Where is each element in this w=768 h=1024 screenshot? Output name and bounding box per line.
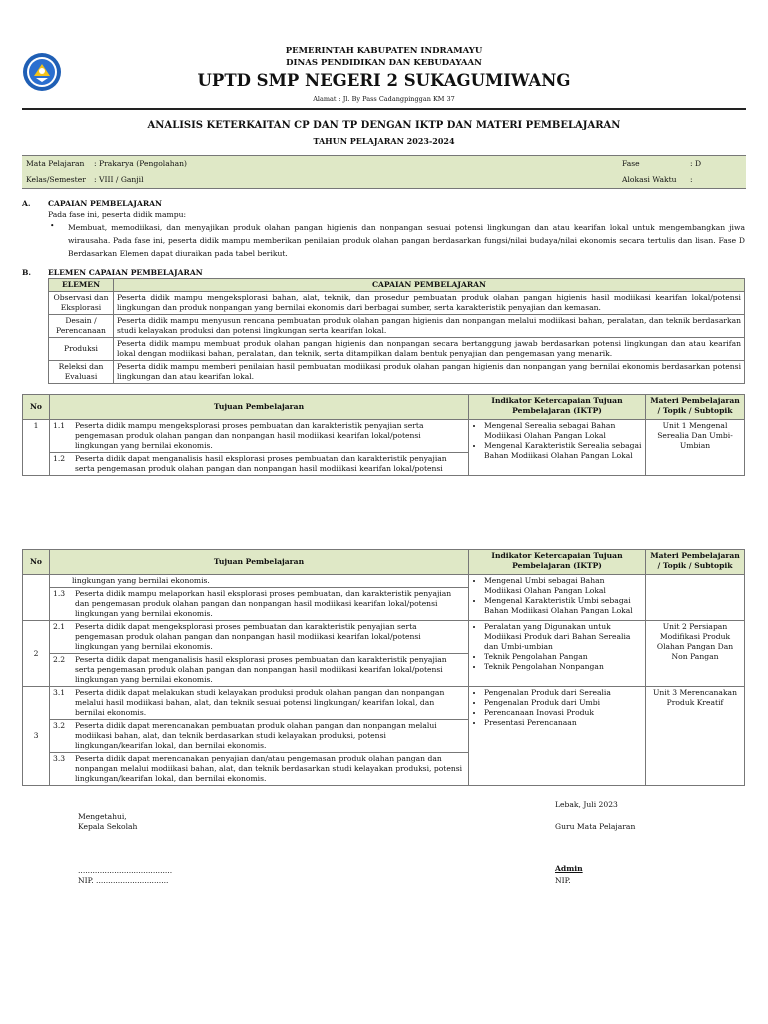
cp-cell: Peserta didik mampu membuat produk olahan pangan higienis dan nonpangan secara bertanggung jawab berdasarkan potensi lingkungan dan atau kearifan lokal dengan modiikasi bahan, peralatan, dan teknik, serta ditampilkan dalam bentuk penyajian dan pengemasan yang menarik. bbox=[114, 338, 745, 361]
tp-text: Peserta didik mampu melaporkan hasil eksplorasi proses pembuatan, dan karakteristik penyajian dan pengemasan produk olahan pangan dan nonpangan hasil modiikasi kearifan lokal/potensi lingkungan yang bernilai ekonomis. bbox=[75, 589, 452, 618]
section-a-letter: A. bbox=[22, 199, 31, 208]
materi-col-header: Materi Pembelajaran / Topik / Subtopik bbox=[646, 550, 745, 575]
tp-number: 3.3 bbox=[53, 754, 66, 763]
principal-label: Kepala Sekolah bbox=[78, 822, 138, 831]
elemen-cell: Desain / Perencanaan bbox=[49, 315, 114, 338]
teacher-label: Guru Mata Pelajaran bbox=[555, 822, 636, 831]
tp-table-1 bbox=[22, 394, 745, 476]
tp-number: 1.1 bbox=[53, 421, 66, 430]
materi-col-header: Materi Pembelajaran / Topik / Subtopik bbox=[646, 395, 745, 420]
no-col-header: No bbox=[23, 550, 50, 575]
principal-name-placeholder: ....................................... bbox=[78, 866, 173, 875]
school-address: Alamat : Jl. By Pass Cadangpinggan KM 37 bbox=[313, 95, 455, 103]
gov-name: PEMERINTAH KABUPATEN INDRAMAYU bbox=[285, 46, 483, 56]
tp-number: 3.2 bbox=[53, 721, 66, 730]
tp-text: Peserta didik dapat menganalisis hasil eksplorasi proses pembuatan dan karakteristik penyajian serta pengemasan produk olahan pangan dan nonpangan hasil modiikasi kearifan lokal/potensi lingkungan yang bernilai ekonomis. bbox=[75, 655, 447, 684]
table-row bbox=[49, 292, 745, 315]
class-value: : VIII / Ganjil bbox=[94, 175, 144, 184]
tp-number: 2.1 bbox=[53, 622, 66, 631]
iktp-list bbox=[472, 576, 642, 616]
iktp-list bbox=[472, 688, 642, 728]
tp-number: 1.3 bbox=[53, 589, 66, 598]
tp-text: Peserta didik mampu mengeksplorasi proses pembuatan dan karakteristik penyajian serta pengemasan produk olahan pangan dan nonpangan hasil modiikasi kearifan lokal/potensi lingkungan yang bernilai ekonomis. bbox=[75, 421, 424, 450]
teacher-nip: NIP. bbox=[555, 876, 571, 885]
list-item: • Mengenal Umbi sebagai Bahan Modiikasi Olahan Pangan Lokal bbox=[484, 576, 642, 596]
elemen-cell: Observasi dan Eksplorasi bbox=[49, 292, 114, 315]
header-divider bbox=[22, 108, 746, 110]
place-date: Lebak, Juli 2023 bbox=[555, 800, 618, 809]
time-value: : bbox=[690, 175, 693, 184]
iktp-col-header: Indikator Ketercapaian Tujuan Pembelajaran (IKTP) bbox=[469, 550, 646, 575]
section-a-heading: CAPAIAN PEMBELAJARAN bbox=[48, 199, 162, 208]
list-item: • Mengenal Karakteristik Umbi sebagai Bahan Modiikasi Olahan Pangan Lokal bbox=[484, 596, 642, 616]
list-item: • Presentasi Perencanaan bbox=[484, 718, 642, 728]
section-a-intro: Pada fase ini, peserta didik mampu: bbox=[48, 210, 187, 219]
tp-text: Peserta didik dapat menganalisis hasil eksplorasi proses pembuatan dan karakteristik penyajian serta pengemasan produk olahan pangan dan nonpangan hasil modiikasi kearifan lokal/potensi bbox=[75, 454, 447, 473]
row-number: 2 bbox=[23, 621, 50, 687]
principal-nip: NIP. .............................. bbox=[78, 876, 169, 885]
tp-text: Peserta didik dapat merencanakan penyajian dan/atau pengemasan produk olahan pangan dan nonpangan melalui modiikasi bahan, alat, dan teknik berdasarkan studi kelayakan produksi, potensi lingkungan/kearifan lokal, dan bernilai ekonomis. bbox=[75, 754, 463, 783]
cp-cell: Peserta didik mampu menyusun rencana pembuatan produk olahan pangan higienis dan nonpangan melalui modiikasi bahan, peralatan, dan teknik berdasarkan studi kelayakan produksi dan potensi lingkungan serta kearifan lokal. bbox=[114, 315, 745, 338]
tp-number: 1.2 bbox=[53, 454, 66, 463]
list-item: • Pengenalan Produk dari Serealia bbox=[484, 688, 642, 698]
list-item: • Teknik Pengolahan Nonpangan bbox=[484, 662, 642, 672]
tp-number: 3.1 bbox=[53, 688, 66, 697]
table-row bbox=[49, 315, 745, 338]
dept-name: DINAS PENDIDIKAN DAN KEBUDAYAAN bbox=[286, 58, 482, 68]
row-number: 1 bbox=[23, 420, 50, 476]
list-item: • Peralatan yang Digunakan untuk Modiikasi Produk dari Bahan Serealia dan Umbi-umbian bbox=[484, 622, 642, 652]
tp-text: Peserta didik dapat mengeksplorasi proses pembuatan dan karakteristik penyajian serta pengemasan produk olahan pangan dan nonpangan hasil modiikasi kearifan lokal/potensi lingkungan yang bernilai ekonomis. bbox=[75, 622, 421, 651]
bullet-icon: • bbox=[50, 221, 55, 230]
no-col-header: No bbox=[23, 395, 50, 420]
tp-table-2 bbox=[22, 549, 745, 786]
info-table bbox=[22, 155, 746, 189]
tp-text: Peserta didik dapat merencanakan pembuatan produk olahan pangan dan nonpangan melalui modiikasi bahan, alat, dan teknik berdasarkan studi kelayakan produksi, potensi lingkungan/kearifan lokal, dan bernilai ekonomis. bbox=[75, 721, 437, 750]
tp-number: 2.2 bbox=[53, 655, 66, 664]
list-item: • Mengenal Serealia sebagai Bahan Modiikasi Olahan Pangan Lokal bbox=[484, 421, 642, 441]
section-b-letter: B. bbox=[22, 268, 32, 277]
academic-year: TAHUN PELAJARAN 2023-2024 bbox=[313, 136, 455, 146]
iktp-list bbox=[472, 622, 642, 672]
table-row bbox=[23, 687, 745, 720]
cp-cell: Peserta didik mampu memberi penilaian hasil pembuatan modiikasi produk olahan pangan higienis dan nonpangan yang bernilai ekonomis berdasarkan potensi lingkungan dan atau kearifan lokal. bbox=[114, 361, 745, 384]
row-number: 3 bbox=[23, 687, 50, 786]
table-row bbox=[49, 361, 745, 384]
subject-label: Mata Pelajaran bbox=[26, 159, 85, 168]
table-row bbox=[49, 338, 745, 361]
acknowledge-label: Mengetahui, bbox=[78, 812, 127, 821]
materi-cell: Unit 3 Merencanakan Produk Kreatif bbox=[646, 687, 745, 786]
cp-cell: Peserta didik mampu mengeksplorasi bahan, alat, teknik, dan prosedur pembuatan produk olahan pangan higienis hasil modiikasi kearifan lokal/potensi lingkungan dan produk nonpangan yang bernilai ekonomis dari berbagai sumber, serta karakteristik penyajian dan kemasan. bbox=[114, 292, 745, 315]
phase-value: : D bbox=[690, 159, 702, 168]
document-title: ANALISIS KETERKAITAN CP DAN TP DENGAN IKTP DAN MATERI PEMBELAJARAN bbox=[147, 120, 621, 131]
list-item: • Pengenalan Produk dari Umbi bbox=[484, 698, 642, 708]
materi-cell: Unit 2 Persiapan Modifikasi Produk Olahan Pangan Dan Non Pangan bbox=[646, 621, 745, 687]
list-item: • Perencanaan Inovasi Produk bbox=[484, 708, 642, 718]
tp-col-header: Tujuan Pembelajaran bbox=[50, 550, 469, 575]
cp-col-header: CAPAIAN PEMBELAJARAN bbox=[114, 279, 745, 292]
section-a-bullet: Membuat, memodiikasi, dan menyajikan produk olahan pangan higienis dan nonpangan sesuai potensi lingkungan dan atau kearifan lokal untuk mengembangkan jiwa wirausaha. Pada fase ini, peserta didik mampu memberikan penilaian produk olahan pangan berdasarkan fungsi/nilai budaya/nilai ekonomis secara tertulis dan lisan. Fase D Berdasarkan Elemen dapat diuraikan pada tabel berikut. bbox=[68, 223, 745, 258]
table-row bbox=[23, 420, 745, 453]
elemen-cell: Releksi dan Evaluasi bbox=[49, 361, 114, 384]
elemen-col-header: ELEMEN bbox=[49, 279, 114, 292]
school-name: UPTD SMP NEGERI 2 SUKAGUMIWANG bbox=[197, 71, 571, 90]
elemen-table bbox=[48, 278, 745, 384]
table-row bbox=[23, 575, 745, 588]
list-item: • Teknik Pengolahan Pangan bbox=[484, 652, 642, 662]
tp-text: Peserta didik dapat melakukan studi kelayakan produksi produk olahan pangan dan nonpangan melalui hasil modiikasi bahan, alat, dan teknik sesuai potensi lingkungan/ kearifan lokal, dan bernilai ekonomis. bbox=[75, 688, 445, 717]
tp-text: lingkungan yang bernilai ekonomis. bbox=[50, 575, 469, 588]
class-label: Kelas/Semester bbox=[26, 175, 86, 184]
teacher-name: Admin bbox=[555, 864, 583, 873]
iktp-list bbox=[472, 421, 642, 461]
list-item: • Mengenal Karakteristik Serealia sebagai Bahan Modiikasi Olahan Pangan Lokal bbox=[484, 441, 642, 461]
elemen-cell: Produksi bbox=[49, 338, 114, 361]
iktp-col-header: Indikator Ketercapaian Tujuan Pembelajaran (IKTP) bbox=[469, 395, 646, 420]
materi-cell: Unit 1 Mengenal Serealia Dan Umbi-Umbian bbox=[646, 420, 745, 476]
table-row bbox=[23, 621, 745, 654]
phase-label: Fase bbox=[622, 159, 640, 168]
time-label: Alokasi Waktu bbox=[622, 175, 677, 184]
tp-col-header: Tujuan Pembelajaran bbox=[50, 395, 469, 420]
section-b-heading: ELEMEN CAPAIAN PEMBELAJARAN bbox=[48, 268, 203, 277]
subject-value: : Prakarya (Pengolahan) bbox=[94, 159, 188, 168]
